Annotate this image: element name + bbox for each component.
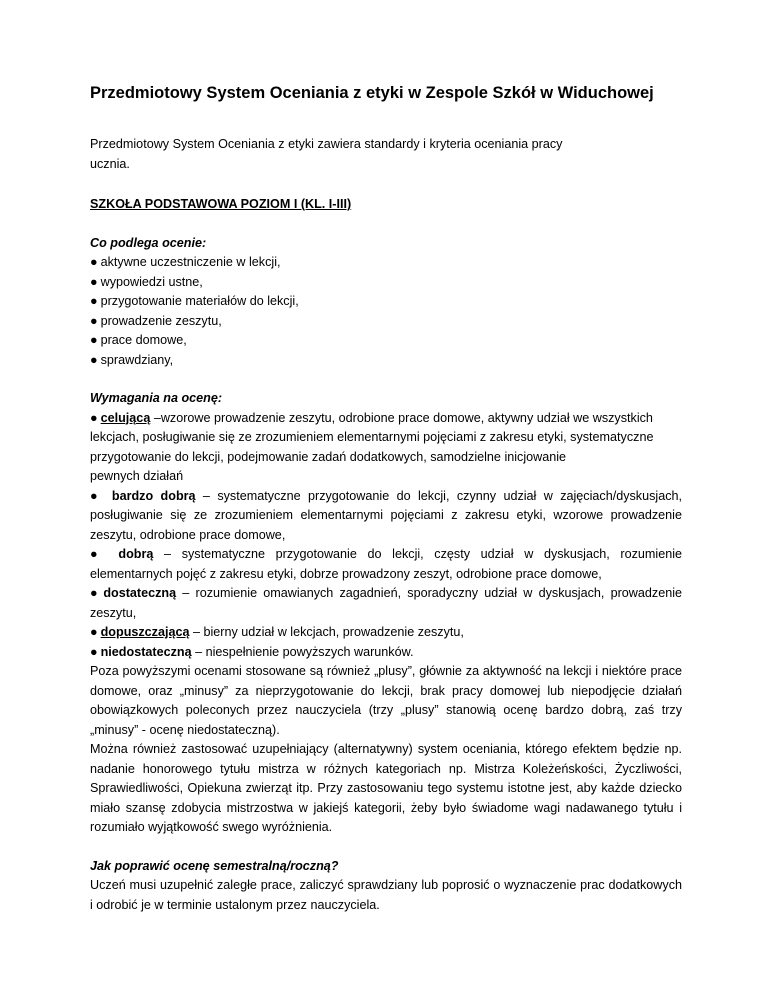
requirements-section [90, 389, 682, 838]
bullet-icon: ● [90, 547, 105, 561]
list-item [90, 312, 682, 332]
assessed-heading: Co podlega ocenie: [90, 235, 207, 250]
grade-dostateczna [90, 584, 682, 623]
list-item-text: sprawdziany, [100, 352, 174, 367]
bullet-icon: ● [90, 274, 98, 289]
bullet-icon: ● [90, 625, 98, 639]
list-item [90, 253, 682, 273]
intro-paragraph: Przedmiotowy System Oceniania z etyki zawiera standardy i kryteria oceniania pracy ucznia. [90, 137, 563, 171]
bullet-icon: ● [90, 333, 98, 347]
list-item-text: przygotowanie materiałów do lekcji, [100, 294, 299, 308]
spacer [90, 838, 682, 857]
list-item [90, 273, 682, 293]
grade-text-line: lekcjach, posługiwanie się ze zrozumieniem elementarnymi pojęciami z zakresu etyki, systematyczne [90, 430, 654, 444]
level-heading: SZKOŁA PODSTAWOWA POZIOM I (KL. I-III) [90, 197, 352, 211]
bullet-icon: ● [90, 313, 98, 328]
improve-paragraph: Uczeń musi uzupełnić zaległe prace, zaliczyć sprawdziany lub poprosić o wyznaczenie prac dodatkowych i odrobić je w terminie ustalonym przez nauczyciela. [90, 878, 682, 912]
list-item [90, 292, 682, 312]
grade-label: bardzo dobrą [111, 488, 196, 503]
bullet-icon: ● [90, 352, 98, 367]
list-item [90, 331, 682, 351]
bullet-icon: ● [90, 255, 98, 269]
assessed-section [90, 234, 682, 371]
grade-niedostateczna [90, 643, 682, 663]
grade-text-line: pewnych działań [90, 469, 184, 483]
bullet-icon: ● [90, 294, 98, 308]
improve-section [90, 857, 682, 916]
bullet-icon: ● [90, 644, 98, 659]
grade-text-line: –wzorowe prowadzenie zeszytu, odrobione prace domowe, aktywny udział we wszystkich [150, 410, 653, 425]
grade-text-line: przygotowanie do lekcji, podejmowanie zadań dodatkowych, samodzielne inicjowanie [90, 449, 567, 464]
grade-label: celującą [100, 410, 151, 425]
spacer [90, 370, 682, 389]
grade-dobra [90, 545, 682, 584]
bullet-icon: ● [90, 410, 98, 425]
alternative-system-paragraph: Można również zastosować uzupełniający (alternatywny) system oceniania, którego efektem będzie np. nadanie honorowego tytułu mistrza w różnych kategoriach np. Mistrza Koleżeńskości, Życzliwości, Sprawiedliwości, Opiekuna zwierząt itp. Przy zastosowaniu tego systemu istotne jest, aby każde dziecko miało szansę zdobycia mistrzostwa w jakiejś kategorii, żeby było świadome wagi nadawanego tytułu i rozumiało wyjątkowość swego wyróżnienia. [90, 742, 682, 834]
requirements-heading: Wymagania na ocenę: [90, 391, 223, 405]
grade-bardzo-dobra [90, 487, 682, 546]
grade-text: – systematyczne przygotowanie do lekcji, częsty udział w dyskusjach, rozumienie elementarnych pojęć z zakresu etyki, dobrze prowadzony zeszyt, odrobione prace domowe, [90, 547, 683, 581]
grade-text: – niespełnienie powyższych warunków. [191, 644, 414, 659]
grade-label: dostateczną [103, 586, 177, 600]
list-item-text: prace domowe, [100, 333, 187, 347]
list-item-text: wypowiedzi ustne, [100, 274, 203, 289]
list-item-text: aktywne uczestniczenie w lekcji, [100, 255, 281, 269]
grade-text: – bierny udział w lekcjach, prowadzenie zeszytu, [189, 625, 464, 639]
document-title: Przedmiotowy System Oceniania z etyki w Zespole Szkół w Widuchowej [90, 84, 654, 102]
bullet-icon: ● [90, 488, 102, 503]
improve-heading: Jak poprawić ocenę semestralną/roczną? [90, 858, 339, 873]
bullet-icon: ● [90, 586, 101, 600]
grade-label: dopuszczającą [100, 625, 190, 639]
grade-label: niedostateczną [100, 644, 192, 659]
list-item [90, 351, 682, 371]
grade-dopuszczajaca [90, 623, 682, 643]
grade-text: – rozumienie omawianych zagadnień, sporadyczny udział w dyskusjach, prowadzenie zeszytu, [90, 586, 682, 620]
plusy-paragraph: Poza powyższymi ocenami stosowane są również „plusy”, głównie za aktywność na lekcji i niektóre prace domowe, oraz „minusy” za nieprzygotowanie do lekcji, brak pracy domowej lub niepodjęcie działań obowiązkowych poleconych przez nauczyciela (trzy „plusy” stanowią ocenę bardzo dobrą, zaś trzy „minusy” - ocenę niedostateczną). [90, 664, 682, 737]
grade-label: dobrą [118, 547, 154, 561]
grade-text: – systematyczne przygotowanie do lekcji, czynny udział w zajęciach/dyskusjach, posługiwanie się ze zrozumieniem elementarnymi pojęciami z zakresu etyki, wzorowe prowadzenie zeszytu, odrobione prace domowe, [90, 488, 683, 542]
list-item-text: prowadzenie zeszytu, [100, 313, 222, 328]
grade-celujaca [90, 409, 682, 487]
